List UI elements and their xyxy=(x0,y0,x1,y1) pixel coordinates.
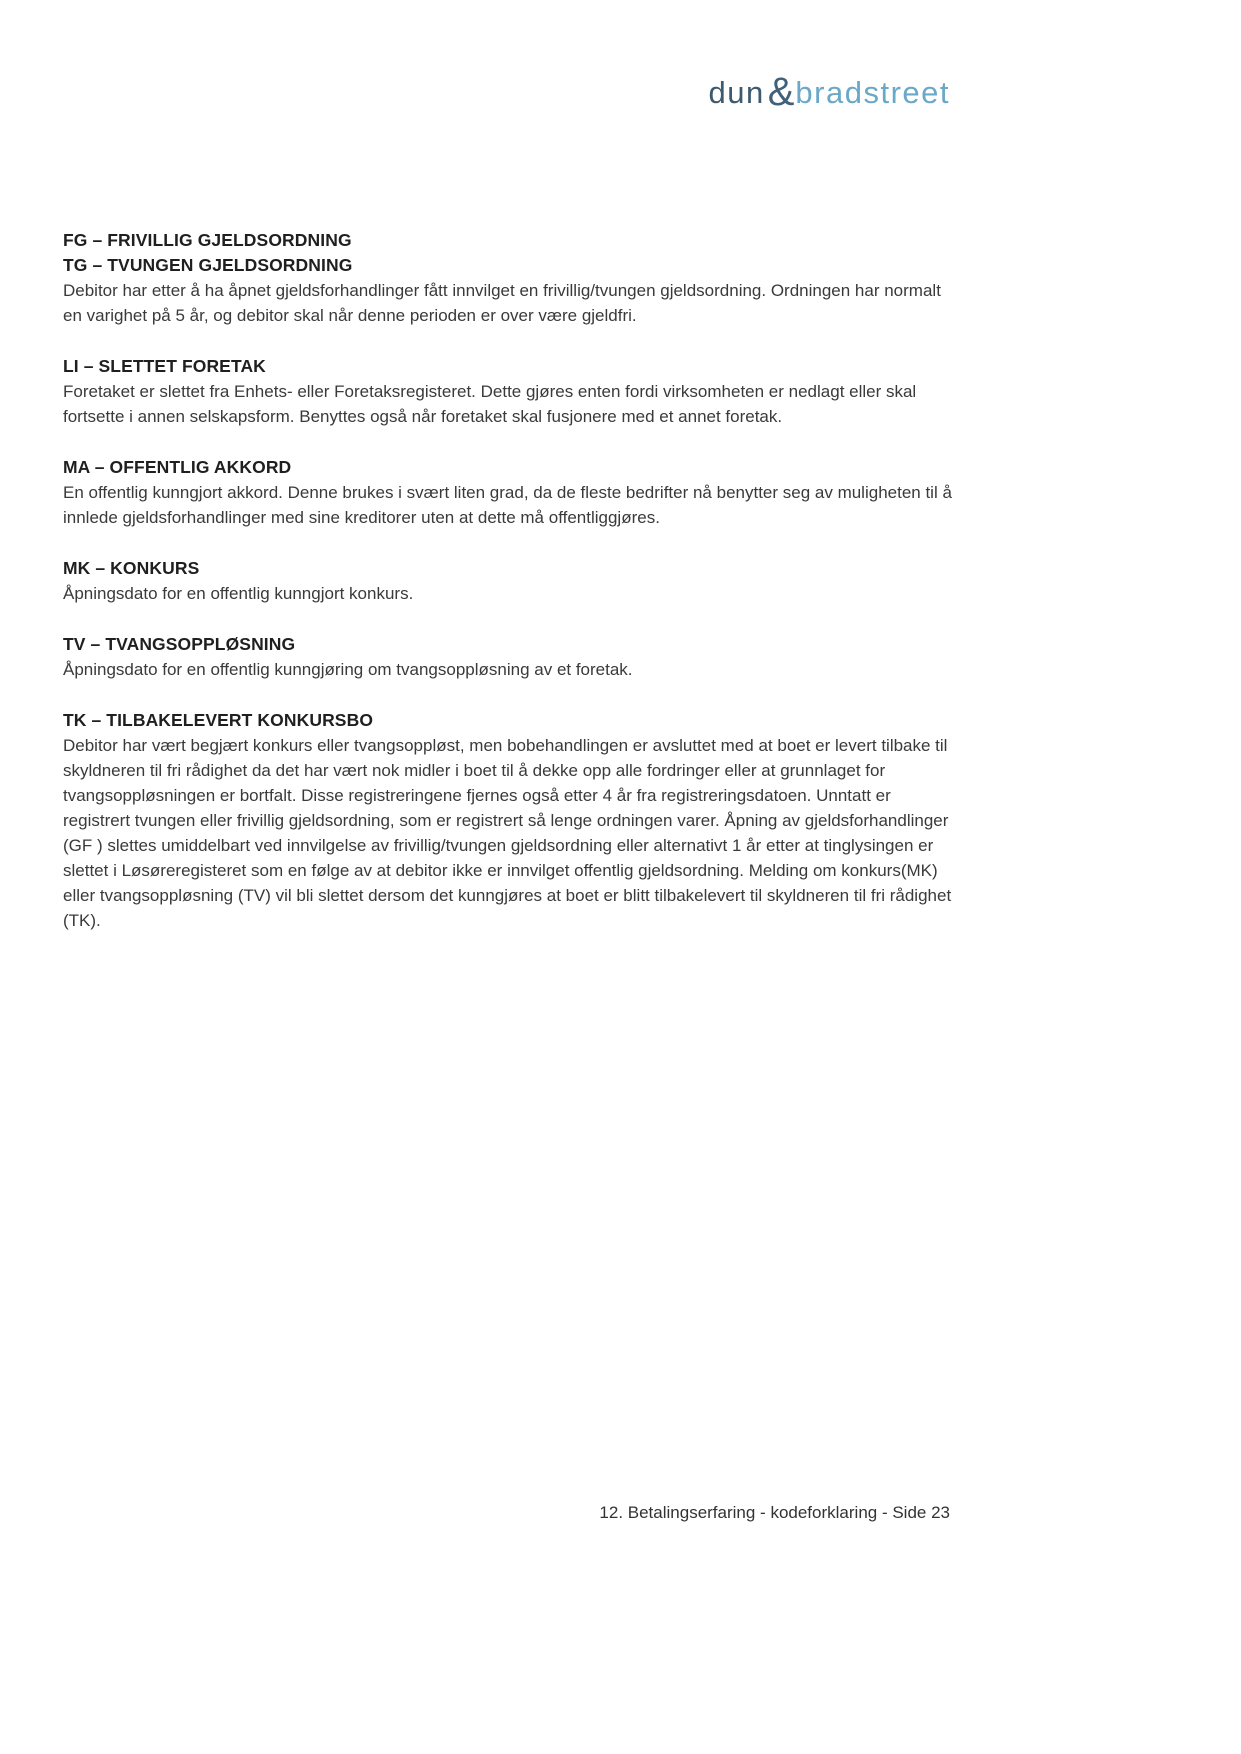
section-heading-mk: MK – KONKURS xyxy=(63,558,200,578)
section-heading-li: LI – SLETTET FORETAK xyxy=(63,356,266,376)
section-tv xyxy=(63,632,952,682)
dun-bradstreet-logo xyxy=(709,68,951,113)
logo-bradstreet-text: bradstreet xyxy=(795,75,950,110)
section-body-tv: Åpningsdato for en offentlig kunngjøring om tvangsoppløsning av et foretak. xyxy=(63,660,633,679)
section-heading-tk: TK – TILBAKELEVERT KONKURSBO xyxy=(63,710,374,730)
page-footer: 12. Betalingserfaring - kodeforklaring - Side 23 xyxy=(599,1503,950,1522)
section-body-mk: Åpningsdato for en offentlig kunngjort konkurs. xyxy=(63,584,414,603)
section-body-tk: Debitor har vært begjært konkurs eller tvangsoppløst, men bobehandlingen er avsluttet med at boet er levert tilbake til skyldneren til fri rådighet da det har vært nok midler i boet til å dekke opp alle fordringer eller at grunnlaget for tvangsoppløsningen er bortfalt. Disse registreringene fjernes også etter 4 år fra registreringsdatoen. Unntatt er registrert tvungen eller frivillig gjeldsordning, som er registrert så lenge ordningen varer. Åpning av gjeldsforhandlinger (GF ) slettes umiddelbart ved innvilgelse av frivillig/tvungen gjeldsordning eller alternativt 1 år etter at tinglysingen er slettet i Løsøreregisteret som en følge av at debitor ikke er innvilget offentlig gjeldsordning. Melding om konkurs(MK) eller tvangsoppløsning (TV) vil bli slettet dersom det kunngjøres at boet er blitt tilbakelevert til skyldneren til fri rådighet (TK). xyxy=(63,736,952,930)
section-body-fg-tg: Debitor har etter å ha åpnet gjeldsforhandlinger fått innvilget en frivillig/tvungen gjeldsordning. Ordningen har normalt en varighet på 5 år, og debitor skal når denne perioden er over være gjeldfri. xyxy=(63,281,941,325)
section-tk xyxy=(63,708,952,933)
section-li xyxy=(63,354,952,429)
section-ma xyxy=(63,455,952,530)
section-heading-tv: TV – TVANGSOPPLØSNING xyxy=(63,634,296,654)
section-fg-tg xyxy=(63,228,952,328)
page-content xyxy=(63,228,952,959)
logo-ampersand-icon: & xyxy=(767,70,795,114)
section-body-li: Foretaket er slettet fra Enhets- eller Foretaksregisteret. Dette gjøres enten fordi virksomheten er nedlagt eller skal fortsette i annen selskapsform. Benyttes også når foretaket skal fusjonere med et annet foretak. xyxy=(63,382,917,426)
section-mk xyxy=(63,556,952,606)
section-heading-ma: MA – OFFENTLIG AKKORD xyxy=(63,457,292,477)
section-body-ma: En offentlig kunngjort akkord. Denne brukes i svært liten grad, da de fleste bedrifter nå benytter seg av muligheten til å innlede gjeldsforhandlinger med sine kreditorer uten at dette må offentliggjøres. xyxy=(63,483,952,527)
section-heading-tg: TG – TVUNGEN GJELDSORDNING xyxy=(63,255,353,275)
logo-dun-text: dun xyxy=(708,75,765,110)
section-heading-fg: FG – FRIVILLIG GJELDSORDNING xyxy=(63,230,352,250)
